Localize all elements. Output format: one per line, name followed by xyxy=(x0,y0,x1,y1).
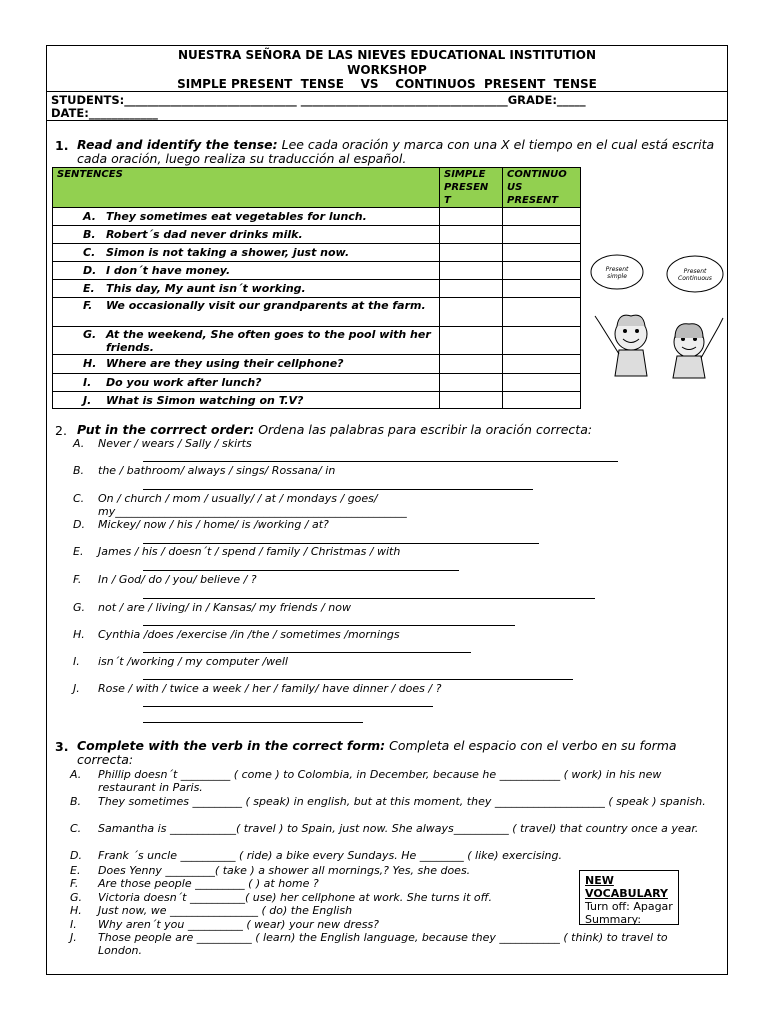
kids-illustration xyxy=(589,246,729,386)
date-line: DATE:____________ xyxy=(51,106,158,120)
complete-item: D. Frank ´s uncle __________ ( ride) a bike every Sundays. He ________ ( like) exercising. xyxy=(70,849,563,862)
sentence-text: Where are they using their cellphone? xyxy=(106,357,344,370)
continuous-check-cell[interactable] xyxy=(503,355,581,374)
svg-text:simple: simple xyxy=(607,273,627,280)
simple-check-cell[interactable] xyxy=(440,355,503,374)
table-row xyxy=(53,327,581,355)
sentence-letter: I. xyxy=(83,376,92,389)
worksheet-header xyxy=(47,46,727,92)
table-header-row xyxy=(53,168,581,208)
section1-number: 1. xyxy=(55,138,69,153)
table-row xyxy=(53,298,581,327)
section2-title: Put in the corrrect order: xyxy=(77,422,255,437)
continuous-check-cell[interactable] xyxy=(503,298,581,327)
complete-item: E. Does Yenny _________( take ) a shower all mornings,? Yes, she does. xyxy=(70,864,471,877)
order-item: C. On / church / mom / usually/ / at / mondays / goes/ xyxy=(73,492,378,505)
continuous-check-cell[interactable] xyxy=(503,226,581,244)
sentence-text: I don´t have money. xyxy=(106,264,231,277)
worksheet-topic: SIMPLE PRESENT TENSE VS CONTINUOS PRESENT TENSE xyxy=(177,77,597,91)
table-row xyxy=(53,355,581,374)
order-item: A. Never / wears / Sally / skirts xyxy=(73,437,252,450)
answer-line[interactable] xyxy=(143,543,539,544)
section3-instruction: Completa el espacio con el verbo en su forma correcta: xyxy=(77,738,677,767)
continuous-check-cell[interactable] xyxy=(503,244,581,262)
sentence-text: They sometimes eat vegetables for lunch. xyxy=(106,210,367,223)
section3-heading xyxy=(77,739,717,767)
order-item: I. isn´t /working / my computer /well xyxy=(73,655,288,668)
simple-check-cell[interactable] xyxy=(440,298,503,327)
simple-check-cell[interactable] xyxy=(440,208,503,226)
answer-line[interactable] xyxy=(143,570,459,571)
order-item: G. not / are / living/ in / Kansas/ my friends / now xyxy=(73,601,351,614)
sentence-letter: E. xyxy=(83,282,95,295)
answer-line[interactable] xyxy=(143,706,433,707)
section2-heading xyxy=(77,423,592,437)
order-item: F. In / God/ do / you/ believe / ? xyxy=(73,573,257,586)
vocabulary-title: NEW VOCABULARY xyxy=(585,874,668,900)
sentence-text: At the weekend, She often goes to the pool with her friends. xyxy=(106,328,431,354)
order-item: E. James / his / doesn´t / spend / family / Christmas / with xyxy=(73,545,401,558)
section1-heading xyxy=(77,138,722,166)
complete-item: G. Victoria doesn´t __________( use) her cellphone at work. She turns it off. xyxy=(70,891,493,904)
school-name: NUESTRA SEÑORA DE LAS NIEVES EDUCATIONAL INSTITUTION xyxy=(177,48,597,62)
complete-item: C. Samantha is ____________( travel ) to Spain, just now. She always__________ ( travel) that country once a year. xyxy=(70,822,699,835)
worksheet-type: WORKSHOP xyxy=(347,62,427,77)
section1-title: Read and identify the tense: xyxy=(77,137,278,152)
answer-line[interactable] xyxy=(143,722,363,723)
sentence-text: Robert´s dad never drinks milk. xyxy=(106,228,303,241)
sentence-text: This day, My aunt isn´t working. xyxy=(106,282,306,295)
table-row xyxy=(53,208,581,226)
worksheet xyxy=(46,45,728,975)
order-item: J. Rose / with / twice a week / her / family/ have dinner / does / ? xyxy=(73,682,442,695)
bubble-present-simple: Present xyxy=(605,266,629,273)
answer-line[interactable] xyxy=(143,489,533,490)
continuous-check-cell[interactable] xyxy=(503,327,581,355)
vocabulary-entry: Summary: xyxy=(585,913,642,925)
answer-line[interactable] xyxy=(143,679,573,680)
answer-line[interactable] xyxy=(143,598,595,599)
continuous-check-cell[interactable] xyxy=(503,262,581,280)
new-vocabulary-box xyxy=(579,870,679,925)
sentence-text: Do you work after lunch? xyxy=(106,376,262,389)
table-row xyxy=(53,262,581,280)
sentence-letter: G. xyxy=(83,328,97,341)
answer-line[interactable] xyxy=(143,625,515,626)
section1-instruction: Lee cada oración y marca con una X el tiempo en el cual está escrita cada oración, luego realiza su traducción al español. xyxy=(77,137,715,166)
table-row xyxy=(53,374,581,392)
order-item: H. Cynthia /does /exercise /in /the / sometimes /mornings xyxy=(73,628,400,641)
order-item-continued: my_____________________________________________________ xyxy=(98,505,407,518)
sentence-text: What is Simon watching on T.V? xyxy=(106,394,304,407)
continuous-check-cell[interactable] xyxy=(503,392,581,409)
order-item: B. the / bathroom/ always / sings/ Rossana/ in xyxy=(73,464,336,477)
col-continuous-present: CONTINUO US PRESENT xyxy=(503,168,581,208)
simple-check-cell[interactable] xyxy=(440,226,503,244)
sentence-text: We occasionally visit our grandparents at the farm. xyxy=(106,299,426,312)
divider xyxy=(47,120,727,121)
sentence-letter: J. xyxy=(83,394,92,407)
section3-number: 3. xyxy=(55,739,69,754)
sentences-table xyxy=(52,167,581,409)
section2-number: 2. xyxy=(55,423,67,438)
col-simple-present: SIMPLE PRESEN T xyxy=(440,168,503,208)
sentence-letter: B. xyxy=(83,228,96,241)
sentence-text: Simon is not taking a shower, just now. xyxy=(106,246,350,259)
continuous-check-cell[interactable] xyxy=(503,374,581,392)
sentence-letter: H. xyxy=(83,357,97,370)
table-row xyxy=(53,280,581,298)
section3-title: Complete with the verb in the correct form: xyxy=(77,738,386,753)
simple-check-cell[interactable] xyxy=(440,327,503,355)
order-item: D. Mickey/ now / his / home/ is /working / at? xyxy=(73,518,329,531)
simple-check-cell[interactable] xyxy=(440,262,503,280)
complete-item: H. Just now, we ________________ ( do) the English xyxy=(70,904,353,917)
table-row xyxy=(53,244,581,262)
table-row xyxy=(53,226,581,244)
section2-instruction: Ordena las palabras para escribir la oración correcta: xyxy=(254,422,593,437)
sentence-letter: A. xyxy=(83,210,96,223)
simple-check-cell[interactable] xyxy=(440,280,503,298)
svg-text:Continuous: Continuous xyxy=(678,275,712,282)
simple-check-cell[interactable] xyxy=(440,392,503,409)
sentence-letter: C. xyxy=(83,246,96,259)
col-sentences: SENTENCES xyxy=(53,168,440,208)
table-row xyxy=(53,392,581,409)
simple-check-cell[interactable] xyxy=(440,374,503,392)
complete-item: B. They sometimes _________ ( speak) in english, but at this moment, they ____________________ ( speak ) spanish. xyxy=(70,795,706,808)
complete-item: A. Phillip doesn´t _________ ( come ) to Colombia, in December, because he ___________ ( work) in his new restaurant in Paris. xyxy=(70,768,662,794)
answer-line[interactable] xyxy=(143,461,618,462)
bubble-present-continuous: Present xyxy=(683,268,707,275)
complete-item: F. Are those people _________ ( ) at home ? xyxy=(70,877,319,890)
sentence-letter: F. xyxy=(83,299,93,312)
simple-check-cell[interactable] xyxy=(440,244,503,262)
complete-item: I. Why aren´t you __________ ( wear) your new dress? xyxy=(70,918,380,931)
answer-line[interactable] xyxy=(143,652,471,653)
continuous-check-cell[interactable] xyxy=(503,208,581,226)
vocabulary-entry: Turn off: Apagar xyxy=(585,900,673,913)
sentence-letter: D. xyxy=(83,264,97,277)
continuous-check-cell[interactable] xyxy=(503,280,581,298)
complete-item: J. Those people are __________ ( learn) the English language, because they ___________ ( think) to travel to London. xyxy=(70,931,668,957)
students-line: STUDENTS:______________________________ ____________________________________GRADE:_____ xyxy=(51,93,586,107)
